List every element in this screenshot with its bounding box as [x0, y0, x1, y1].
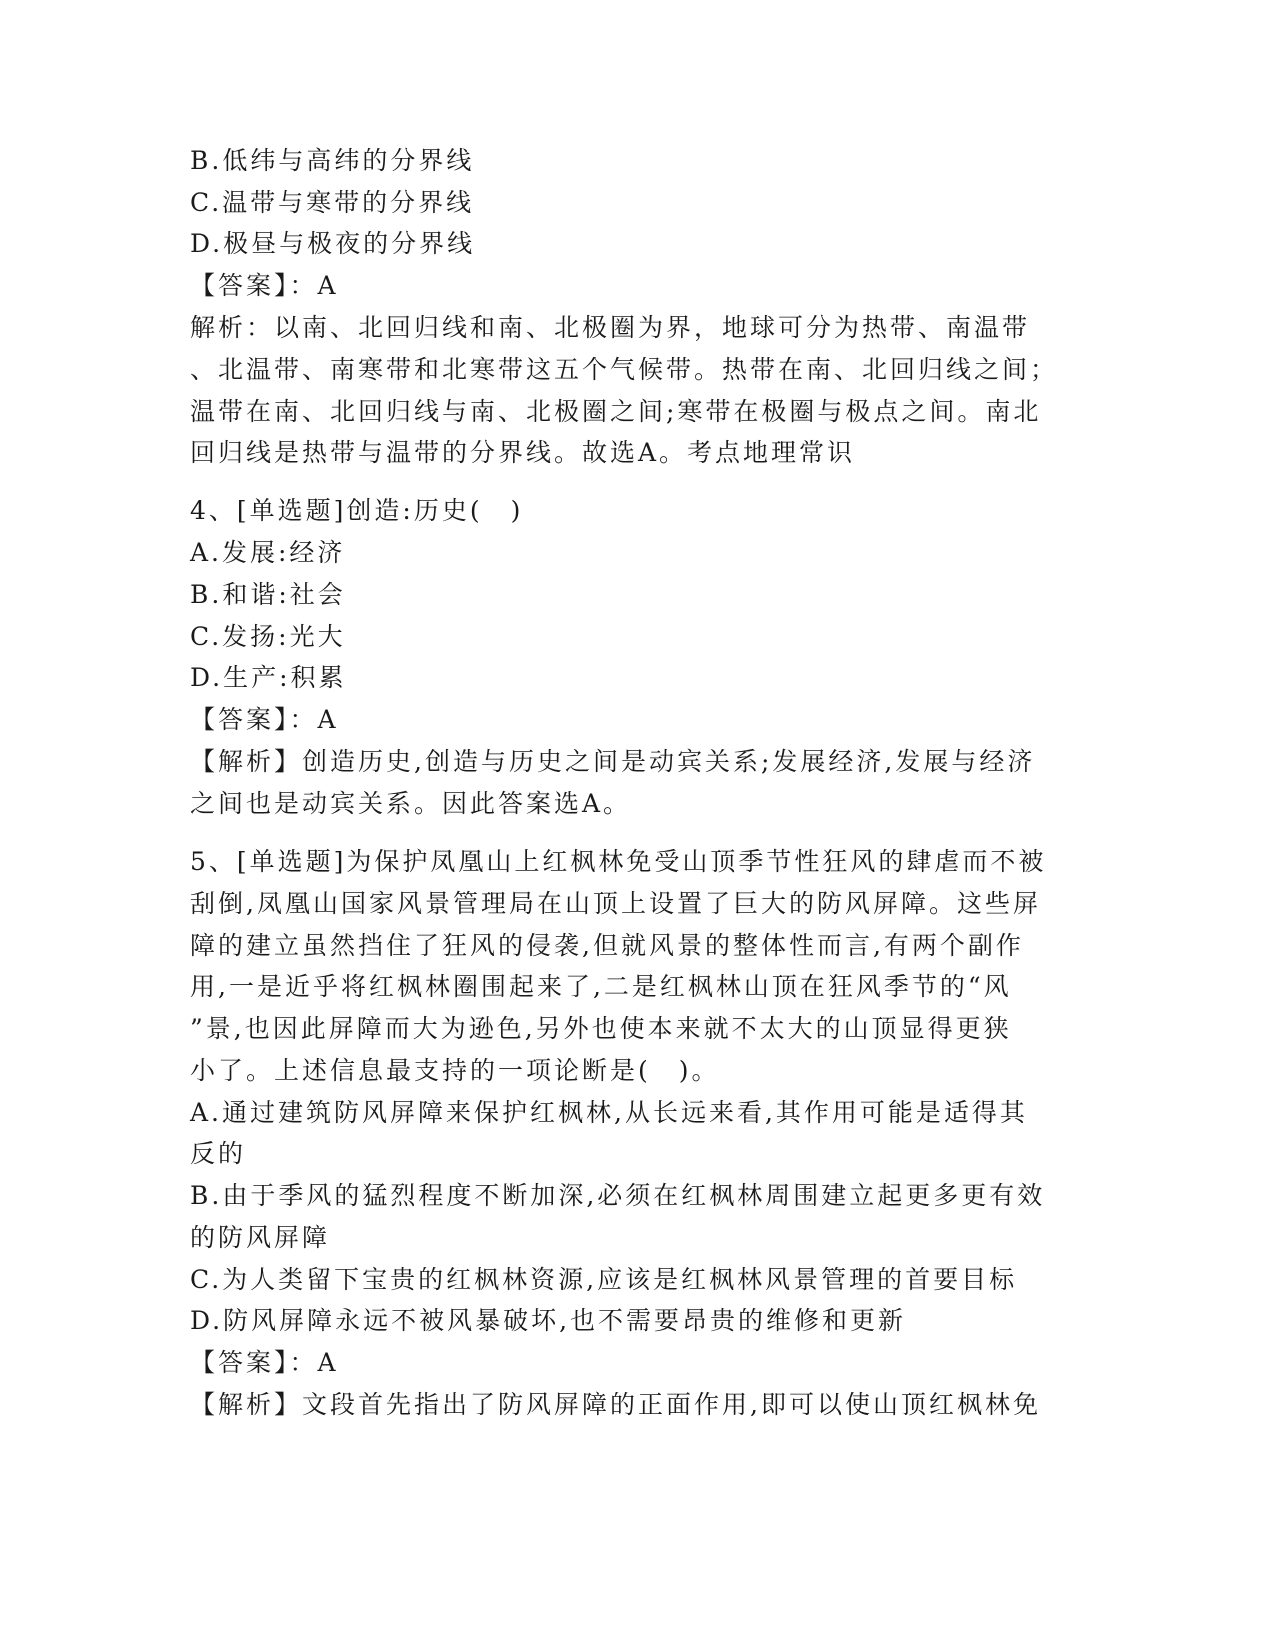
q4-option-a: A.发展:经济	[190, 538, 346, 567]
q5-stem-line-4: 用,一是近乎将红枫林圈围起来了,二是红枫林山顶在狂风季节的“风	[190, 972, 1012, 1001]
q5-option-b-line-2: 的防风屏障	[190, 1223, 331, 1252]
q3-option-c: C.温带与寒带的分界线	[190, 188, 475, 217]
q4-option-c: C.发扬:光大	[190, 622, 346, 651]
q5-option-a-line-2: 反的	[190, 1139, 247, 1168]
q5-option-d: D.防风屏障永远不被风暴破坏,也不需要昂贵的维修和更新	[190, 1306, 907, 1335]
q3-analysis-line-2: 、北温带、南寒带和北寒带这五个气候带。热带在南、北回归线之间；	[190, 355, 1059, 384]
q5-stem-line-6: 小了。上述信息最支持的一项论断是( )。	[190, 1056, 720, 1085]
q3-analysis-line-1: 解析：以南、北回归线和南、北极圈为界，地球可分为热带、南温带	[190, 313, 1031, 342]
q3-analysis-line-4: 回归线是热带与温带的分界线。故选A。考点地理常识	[190, 438, 856, 467]
q4-option-b: B.和谐:社会	[190, 580, 346, 609]
q5-option-b-line-1: B.由于季风的猛烈程度不断加深,必须在红枫林周围建立起更多更有效	[190, 1181, 1046, 1210]
q4-analysis-line-2: 之间也是动宾关系。因此答案选A。	[190, 789, 632, 818]
q4-option-d: D.生产:积累	[190, 663, 347, 692]
q3-option-d: D.极昼与极夜的分界线	[190, 229, 476, 258]
q5-analysis-line-1: 【解析】文段首先指出了防风屏障的正面作用,即可以使山顶红枫林免	[190, 1390, 1041, 1419]
q4-analysis-line-1: 【解析】创造历史,创造与历史之间是动宾关系;发展经济,发展与经济	[190, 747, 1036, 776]
q5-option-a-line-1: A.通过建筑防风屏障来保护红枫林,从长远来看,其作用可能是适得其	[190, 1098, 1028, 1127]
q5-stem-line-1: 5、[单选题]为保护凤凰山上红枫林免受山顶季节性狂风的肆虐而不被	[190, 847, 1047, 876]
q5-stem-line-2: 刮倒,凤凰山国家风景管理局在山顶上设置了巨大的防风屏障。这些屏	[190, 889, 1041, 918]
q5-option-c: C.为人类留下宝贵的红枫林资源,应该是红枫林风景管理的首要目标	[190, 1265, 1018, 1294]
q5-stem-line-5: ”景,也因此屏障而大为逊色,另外也使本来就不太大的山顶显得更狭	[190, 1014, 1012, 1043]
q3-answer: 【答案】：A	[190, 271, 339, 300]
q3-analysis-line-3: 温带在南、北回归线与南、北极圈之间;寒带在极圈与极点之间。南北	[190, 397, 1042, 426]
q4-stem: 4、[单选题]创造:历史( )	[190, 496, 524, 525]
q5-stem-line-3: 障的建立虽然挡住了狂风的侵袭,但就风景的整体性而言,有两个副作	[190, 931, 1024, 960]
q3-option-b: B.低纬与高纬的分界线	[190, 146, 475, 175]
q5-answer: 【答案】：A	[190, 1348, 339, 1377]
q4-answer: 【答案】：A	[190, 705, 339, 734]
